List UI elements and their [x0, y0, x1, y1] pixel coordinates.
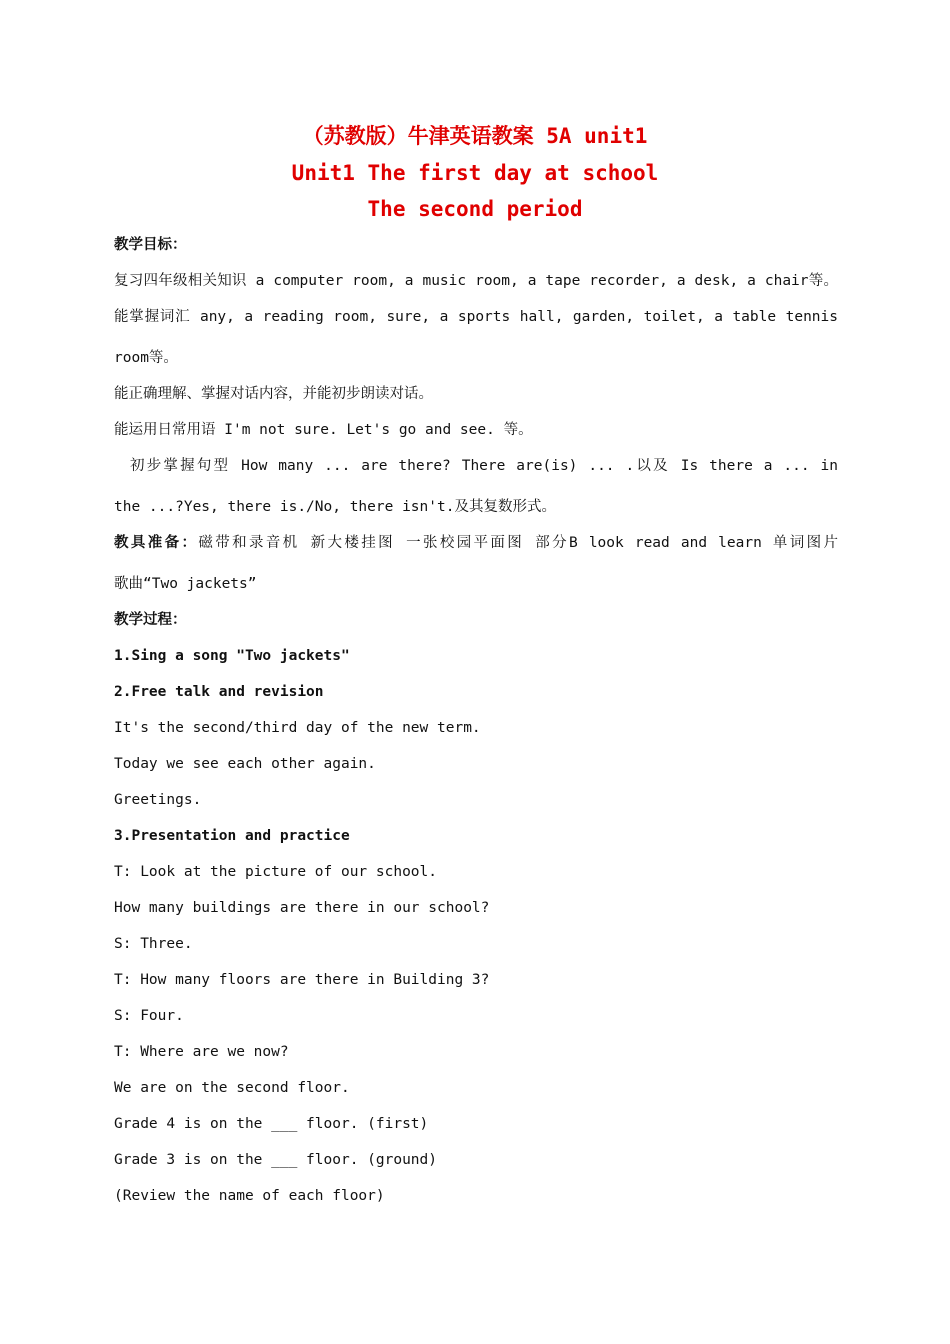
objective-line: 初步掌握句型 How many ... are there? There are(is) ... .以及 Is there a ... in [130, 458, 838, 474]
step-heading: 2.Free talk and revision [114, 684, 324, 700]
process-line: Grade 4 is on the ___ floor. (first) [114, 1116, 429, 1132]
materials-line [114, 532, 838, 554]
objective-line: the ...?Yes, there is./No, there isn't.及其复数形式。 [114, 499, 556, 515]
process-line: Grade 3 is on the ___ floor. (ground) [114, 1152, 438, 1168]
materials-label: 教具准备： [114, 535, 199, 551]
objective-line: room等。 [114, 350, 178, 366]
objective-line: 复习四年级相关知识 a computer room, a music room, a tape recorder, a desk, a chair等。 [114, 273, 838, 289]
process-line: It's the second/third day of the new term. [114, 720, 481, 736]
process-line: T: How many floors are there in Building 3? [114, 972, 490, 988]
materials-text: 磁带和录音机 新大楼挂图 一张校园平面图 部分B look read and learn 单词图片 [198, 535, 838, 551]
process-line: We are on the second floor. [114, 1080, 350, 1096]
objective-line: 能正确理解、掌握对话内容，并能初步朗读对话。 [114, 386, 433, 402]
process-line: S: Three. [114, 936, 193, 952]
process-line: T: Look at the picture of our school. [114, 864, 438, 880]
unit-title: Unit1 The first day at school [291, 161, 659, 185]
step-heading: 3.Presentation and practice [114, 828, 350, 844]
objective-line: 能掌握词汇 any, a reading room, sure, a sports hall, garden, toilet, a table tennis [114, 309, 838, 325]
step-heading: 1.Sing a song "Two jackets" [114, 648, 350, 664]
objectives-heading: 教学目标： [114, 237, 187, 253]
document-title: （苏教版）牛津英语教案 5A unit1 [302, 124, 648, 148]
objective-line: 能运用日常用语 I'm not sure. Let's go and see. 等。 [114, 422, 533, 438]
process-line: (Review the name of each floor) [114, 1188, 385, 1204]
process-line: Greetings. [114, 792, 202, 808]
process-line: Today we see each other again. [114, 756, 376, 772]
process-line: T: Where are we now? [114, 1044, 289, 1060]
materials-song: 歌曲“Two jackets” [114, 576, 257, 592]
process-heading: 教学过程： [114, 612, 187, 628]
period-title: The second period [367, 197, 583, 221]
process-line: How many buildings are there in our school? [114, 900, 490, 916]
process-line: S: Four. [114, 1008, 184, 1024]
